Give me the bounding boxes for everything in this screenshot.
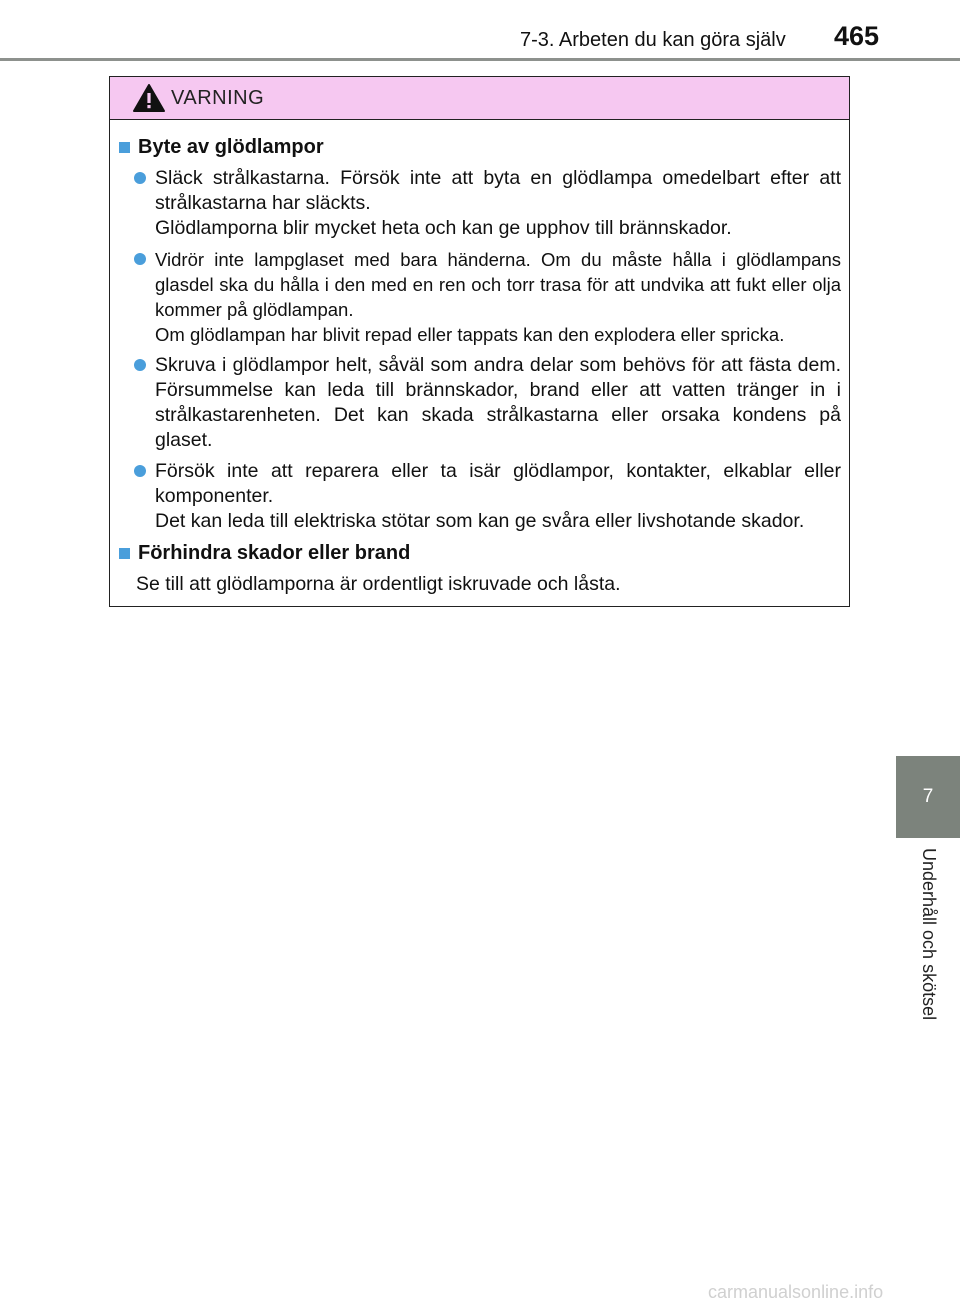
- round-bullet-icon: [134, 253, 146, 265]
- list-item: [118, 247, 841, 347]
- warning-body: [110, 120, 849, 597]
- item-text: Vidrör inte lampglaset med bara händerna. Om du måste hålla i glödlampans glasdel ska du hålla i den med en ren och torr trasa för att undvika att fukt eller olja kommer på glödlampan.: [155, 249, 841, 320]
- warning-header: [110, 77, 849, 120]
- page-number: 465: [834, 21, 880, 51]
- item-text: Försök inte att reparera eller ta isär glödlampor, kontakter, elkablar eller komponenter.: [155, 460, 841, 507]
- warning-triangle-icon: [132, 83, 166, 113]
- item-text: Glödlamporna blir mycket heta och kan ge upphov till brännskador.: [155, 217, 732, 239]
- square-bullet-icon: [119, 548, 130, 559]
- warning-box: [109, 76, 850, 607]
- page-header: [0, 0, 960, 62]
- list-item: [118, 353, 841, 453]
- round-bullet-icon: [134, 172, 146, 184]
- section-heading-prevent-damage: [118, 540, 841, 566]
- square-bullet-icon: [119, 142, 130, 153]
- list-item: [118, 459, 841, 534]
- round-bullet-icon: [134, 359, 146, 371]
- section-heading-text: Byte av glödlampor: [138, 135, 324, 158]
- header-divider: [0, 58, 960, 61]
- item-text: Om glödlampan har blivit repad eller tappats kan den explodera eller spricka.: [155, 324, 785, 345]
- chapter-title: Underhåll och skötsel: [919, 848, 939, 1021]
- chapter-tab: [896, 756, 960, 838]
- section-title: 7-3. Arbeten du kan göra själv: [520, 29, 786, 51]
- round-bullet-icon: [134, 465, 146, 477]
- section-heading-text: Förhindra skador eller brand: [138, 541, 411, 564]
- chapter-number: 7: [922, 786, 934, 807]
- watermark-text: carmanualsonline.info: [708, 1282, 884, 1302]
- section-text: Se till att glödlamporna är ordentligt iskruvade och låsta.: [136, 573, 621, 595]
- warning-title: VARNING: [171, 87, 265, 109]
- item-text: Det kan leda till elektriska stötar som kan ge svåra eller livshotande skador.: [155, 510, 805, 532]
- item-text: Släck strålkastarna. Försök inte att byta en glödlampa omedelbart efter att strålkastarna har släckts.: [155, 167, 841, 214]
- item-text: Skruva i glödlampor helt, såväl som andra delar som behövs för att fästa dem. Försummelse kan leda till brännskador, brand eller att vatten tränger in i strålkastarenheten. Det kan skada strålkastarna eller orsaka kondens på glaset.: [155, 354, 841, 451]
- list-item: [118, 166, 841, 241]
- section-heading-bulb-replacement: [118, 134, 841, 160]
